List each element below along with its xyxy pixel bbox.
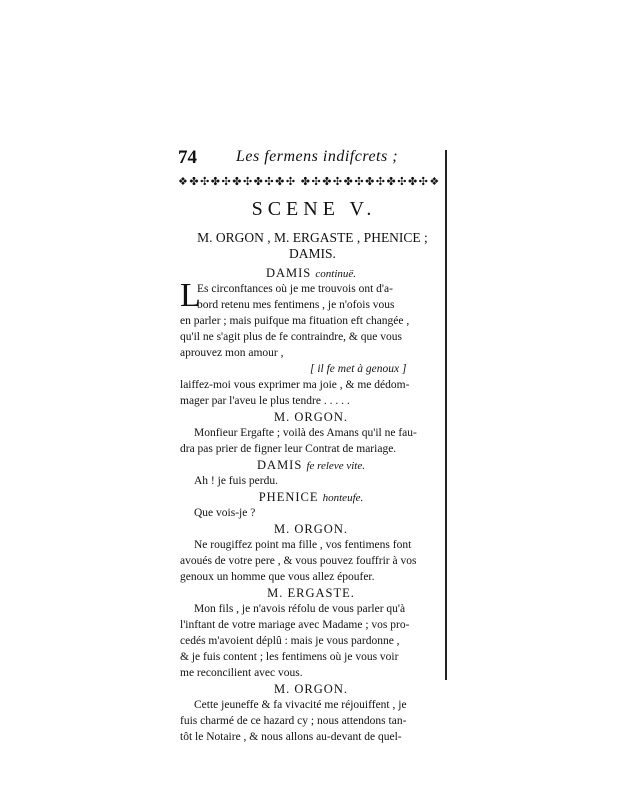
- speaker-direction: fe releve vite.: [306, 460, 365, 472]
- text-line: Que vois-je ?: [194, 507, 256, 519]
- text-line: & je fuis content ; les fentimens où je vous voir: [180, 651, 399, 663]
- stage-direction: [ il fe met à genoux ]: [310, 363, 407, 375]
- text-line: genoux un homme que vous allez époufer.: [180, 571, 375, 583]
- text-line: en parler ; mais puifque ma fituation eft changée ,: [180, 315, 410, 327]
- text-line: tôt le Notaire , & nous allons au-devant de quel-: [180, 731, 402, 743]
- text-line: Ne rougiffez point ma fille , vos fentimens font: [194, 539, 412, 551]
- text-line: Ah ! je fuis perdu.: [194, 475, 278, 487]
- text-line: me reconcilient avec vous.: [180, 667, 303, 679]
- speaker-heading: M. ERGASTE.: [267, 586, 355, 600]
- ornamental-border: ❖✤✣✤✣✤✣✤✣✤✣ ✤✣✤✣✤✣✤✣✤✣✤✣❖: [178, 176, 441, 188]
- page-edge-shadow: [445, 150, 447, 680]
- scene-heading: SCENE V.: [251, 198, 377, 220]
- speaker-direction: continuë.: [315, 268, 357, 280]
- text-line: Monfieur Ergafte ; voilà des Amans qu'il ne fau-: [194, 427, 417, 439]
- speaker-name: DAMIS: [257, 458, 303, 472]
- text-line: fuis charmé de ce hazard cy ; nous attendons tan-: [180, 715, 407, 727]
- speaker-name: DAMIS: [265, 266, 312, 280]
- text-line: laiffez-moi vous exprimer ma joie , & me dédom-: [180, 379, 410, 391]
- speaker-heading: [180, 457, 442, 473]
- text-line: mager par l'aveu le plus tendre . . . . .: [180, 395, 350, 407]
- text-line: Cette jeuneffe & fa vivacité me réjouiffent , je: [194, 699, 407, 711]
- speaker-direction: honteufe.: [322, 492, 364, 504]
- cast-line-2: DAMIS.: [289, 246, 336, 261]
- speaker-name: PHENICE: [258, 490, 319, 504]
- text-line: cedés m'avoient déplû : mais je vous pardonne ,: [180, 635, 400, 647]
- text-line: avoués de votre pere , & vous pouvez fouffrir à vos: [180, 555, 417, 567]
- speaker-heading: [180, 489, 442, 505]
- speaker-heading: M. ORGON.: [274, 522, 348, 536]
- speaker-heading: [180, 265, 442, 281]
- text-line: aprouvez mon amour ,: [180, 347, 284, 359]
- speaker-heading: M. ORGON.: [274, 410, 348, 424]
- running-title: Les fermens indifcrets ;: [236, 148, 399, 165]
- line-text: Es circonftances où je me trouvois ont d'a-: [197, 283, 393, 295]
- drop-cap: L: [180, 277, 201, 314]
- cast-list: [180, 230, 445, 262]
- text-line: bord retenu mes fentimens , je n'ofois vous: [197, 299, 395, 311]
- running-header: [178, 147, 448, 169]
- text-line: l'inftant de votre mariage avec Madame ; vos pro-: [180, 619, 410, 631]
- text-line: dra pas prier de figner leur Contrat de mariage.: [180, 443, 397, 455]
- dialogue-text: [180, 265, 442, 745]
- text-line: Mon fils , je n'avois réfolu de vous parler qu'à: [194, 603, 406, 615]
- page-number: 74: [178, 147, 197, 168]
- speaker-heading: M. ORGON.: [274, 682, 348, 696]
- text-line: qu'il ne s'agit plus de fe contraindre, & que vous: [180, 331, 402, 343]
- cast-line-1: M. ORGON , M. ERGASTE , PHENICE ;: [197, 230, 428, 245]
